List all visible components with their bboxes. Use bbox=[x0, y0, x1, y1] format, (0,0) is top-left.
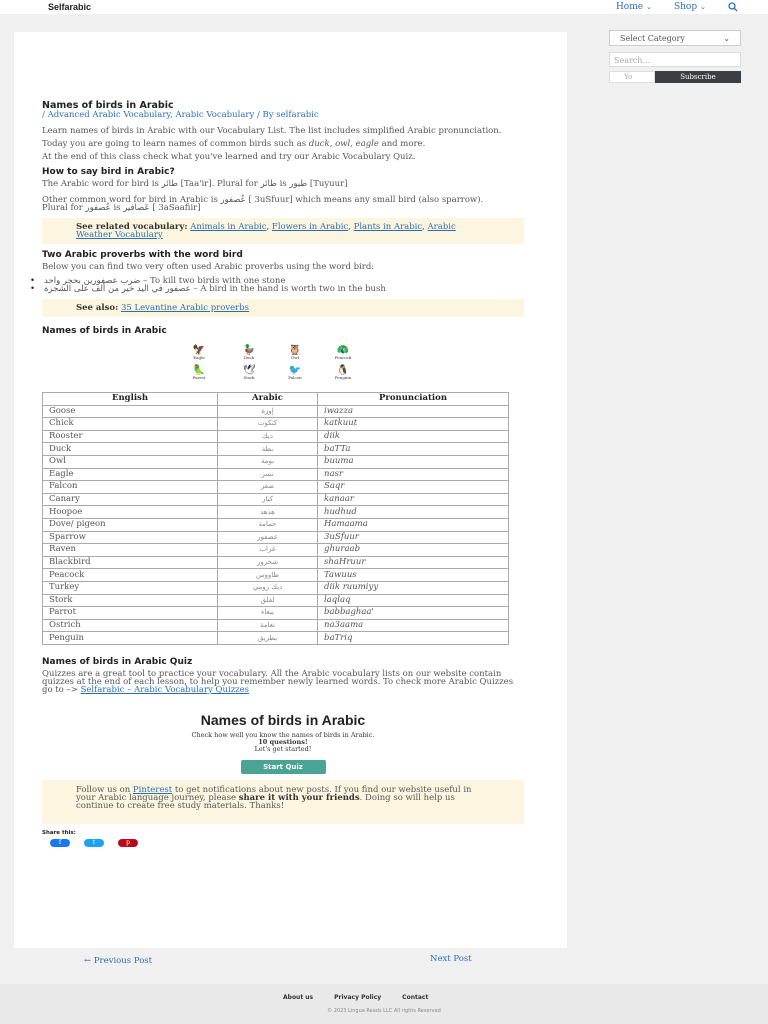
table-row bbox=[43, 443, 509, 456]
table-cell-ar: صقر bbox=[218, 481, 318, 494]
pinterest-icon: p bbox=[126, 838, 130, 846]
table-cell-ar: حمامة bbox=[218, 518, 318, 531]
table-cell-ar: شحرور bbox=[218, 556, 318, 569]
stork-icon: 🕊 bbox=[242, 365, 256, 376]
table-row bbox=[43, 544, 509, 557]
owl-icon: 🦉 bbox=[288, 345, 302, 356]
nav-shop[interactable] bbox=[674, 2, 706, 12]
table-cell-en: Rooster bbox=[43, 430, 218, 443]
quiz-desc-line: Let's get started! bbox=[254, 744, 312, 753]
search-icon[interactable] bbox=[728, 2, 738, 12]
related-label: See related vocabulary: bbox=[76, 222, 188, 232]
table-cell-ar: غراب bbox=[218, 544, 318, 557]
quiz-link[interactable]: Selfarabic – Arabic Vocabulary Quizzes bbox=[80, 684, 250, 695]
nav-shop-label: Shop bbox=[673, 2, 698, 12]
quiz-description bbox=[42, 732, 524, 753]
top-header bbox=[0, 0, 768, 14]
footer bbox=[0, 984, 768, 1024]
bird-penguin bbox=[329, 366, 357, 384]
section-heading: Names of birds in Arabic bbox=[42, 326, 167, 336]
follow-us-box bbox=[42, 780, 524, 824]
meta-separator: / bbox=[42, 110, 45, 120]
article-title: Names of birds in Arabic bbox=[42, 100, 174, 111]
table-cell-ar: طاووس bbox=[218, 569, 318, 582]
bird-caption: Parrot bbox=[192, 375, 206, 380]
table-cell-en: Peacock bbox=[43, 569, 218, 582]
footer-links bbox=[283, 994, 428, 1001]
bird-caption: Falcon bbox=[288, 375, 302, 380]
birds-illustration bbox=[177, 346, 389, 386]
follow-text: . Doing so will help us continue to create free study materials. Thanks! bbox=[76, 792, 455, 811]
table-cell-ar: بطريق bbox=[218, 632, 318, 645]
bird-parrot bbox=[185, 366, 213, 384]
intro-paragraph: Learn names of birds in Arabic with our Vocabulary List. The list includes simplified Arabic pronunciation. bbox=[42, 126, 502, 136]
table-cell-en: Stork bbox=[43, 594, 218, 607]
table-cell-ar: نسر bbox=[218, 468, 318, 481]
table-cell-pr: na3aama bbox=[318, 619, 509, 632]
site-title[interactable]: Selfarabic bbox=[48, 2, 92, 12]
previous-post-link[interactable]: ← Previous Post bbox=[84, 956, 153, 966]
table-cell-pr: Hamaama bbox=[318, 518, 509, 531]
table-cell-en: Falcon bbox=[43, 481, 218, 494]
related-vocabulary-box: See related vocabulary: Animals in Arabic, Flowers in Arabic, Plants in Arabic, Arabic Weather Vocabulary bbox=[42, 218, 524, 244]
section-paragraph: The Arabic word for bird is طائر [Taa'ir]. Plural for طائر is طيور [Tuyuur] bbox=[42, 179, 348, 189]
table-cell-en: Turkey bbox=[43, 581, 218, 594]
list-item: • عصفور في اليد خير من ألف على الشجرة – A bird in the hand is worth two in the bush bbox=[42, 285, 524, 293]
bird-peacock bbox=[329, 346, 357, 364]
table-row bbox=[43, 493, 509, 506]
section-text: Plural for عُصفور is عَصافير [ 3aSaafiir] bbox=[42, 203, 201, 213]
bird-caption: Owl bbox=[291, 355, 299, 360]
table-row bbox=[43, 594, 509, 607]
sidebar bbox=[609, 30, 741, 83]
section-paragraph bbox=[42, 196, 524, 212]
intro-paragraph bbox=[42, 140, 524, 148]
bird-caption: Eagle bbox=[193, 355, 205, 360]
table-cell-en: Blackbird bbox=[43, 556, 218, 569]
intro-paragraph: At the end of this class check what you've learned and try our Arabic Vocabulary Quiz. bbox=[42, 152, 416, 162]
table-cell-ar: بومة bbox=[218, 455, 318, 468]
table-cell-ar: ديك bbox=[218, 430, 318, 443]
table-cell-pr: 3uSfuur bbox=[318, 531, 509, 544]
eagle-icon: 🦅 bbox=[192, 345, 206, 356]
meta-category-link[interactable]: Arabic Vocabulary bbox=[175, 110, 255, 120]
table-row bbox=[43, 607, 509, 620]
category-select[interactable] bbox=[609, 30, 741, 46]
meta-comma: , bbox=[170, 110, 173, 120]
table-cell-pr: iwazza bbox=[318, 405, 509, 418]
intro-emphasis: duck, owl, bbox=[308, 139, 353, 149]
section-heading: Names of birds in Arabic Quiz bbox=[42, 656, 193, 667]
category-select-value: Select Category bbox=[620, 33, 685, 43]
footer-about-link[interactable]: About us bbox=[283, 994, 314, 1001]
table-cell-en: Owl bbox=[43, 455, 218, 468]
table-cell-pr: ghuraab bbox=[318, 544, 509, 557]
twitter-icon: t bbox=[92, 838, 96, 846]
table-cell-ar: بطة bbox=[218, 443, 318, 456]
table-cell-en: Hoopoe bbox=[43, 506, 218, 519]
table-cell-en: Canary bbox=[43, 493, 218, 506]
table-cell-en: Ostrich bbox=[43, 619, 218, 632]
table-cell-pr: Saqr bbox=[318, 481, 509, 494]
related-link[interactable]: Flowers in Arabic bbox=[271, 222, 349, 232]
quiz-desc-line: Check how well you know the names of birds in Arabic. bbox=[191, 730, 375, 739]
meta-category-link[interactable]: Advanced Arabic Vocabulary bbox=[47, 110, 171, 120]
table-cell-pr: baTriq bbox=[318, 632, 509, 645]
section-heading: How to say bird in Arabic? bbox=[42, 167, 175, 177]
table-row bbox=[43, 556, 509, 569]
table-cell-pr: hudhud bbox=[318, 506, 509, 519]
list-item: • ضرب عصفورين بحجر واحد – To kill two birds with one stone bbox=[42, 277, 524, 285]
related-link[interactable]: Plants in Arabic bbox=[353, 222, 423, 232]
article-meta bbox=[42, 111, 524, 119]
table-cell-pr: babbaghaa' bbox=[318, 607, 509, 620]
copyright: © 2023 Lingua Reads LLC All rights Reserved bbox=[327, 1008, 441, 1014]
footer-privacy-link[interactable]: Privacy Policy bbox=[334, 994, 382, 1001]
quiz-question-count: 10 questions! bbox=[258, 737, 308, 746]
table-cell-en: Goose bbox=[43, 405, 218, 418]
table-row bbox=[43, 430, 509, 443]
pinterest-share-button[interactable] bbox=[118, 839, 138, 847]
bird-owl bbox=[281, 346, 309, 364]
table-cell-ar: ديك رومي bbox=[218, 581, 318, 594]
table-cell-en: Eagle bbox=[43, 468, 218, 481]
table-cell-pr: kanaar bbox=[318, 493, 509, 506]
article-content bbox=[42, 100, 524, 847]
table-row bbox=[43, 455, 509, 468]
peacock-icon: 🦚 bbox=[336, 345, 350, 356]
table-row bbox=[43, 632, 509, 645]
section-paragraph bbox=[42, 670, 524, 694]
table-row bbox=[43, 569, 509, 582]
table-cell-pr: diik ruumiyy bbox=[318, 581, 509, 594]
subscribe-email-input[interactable]: Yo bbox=[609, 71, 655, 83]
nav-home[interactable] bbox=[616, 2, 652, 12]
table-cell-ar: نعامة bbox=[218, 619, 318, 632]
table-header-row bbox=[43, 393, 509, 406]
table-cell-en: Chick bbox=[43, 418, 218, 431]
bird-eagle bbox=[185, 346, 213, 364]
footer-contact-link[interactable]: Contact bbox=[402, 994, 429, 1001]
facebook-icon: f bbox=[58, 838, 62, 846]
see-also-link[interactable]: 35 Levantine Arabic proverbs bbox=[120, 303, 250, 313]
twitter-share-button[interactable] bbox=[84, 839, 104, 847]
share-buttons bbox=[50, 839, 524, 847]
column-header: Pronunciation bbox=[318, 393, 509, 406]
section-text: Other common word for bird in Arabic is عُصفور [ 3uSfuur] which means any small bird (also sparrow). bbox=[42, 195, 484, 205]
table-row bbox=[43, 405, 509, 418]
table-cell-pr: nasr bbox=[318, 468, 509, 481]
table-body bbox=[43, 405, 509, 644]
birds-vocabulary-table bbox=[42, 392, 509, 645]
related-link[interactable]: Arabic Weather Vocabulary bbox=[76, 222, 456, 240]
duck-icon: 🦆 bbox=[242, 345, 256, 356]
table-row bbox=[43, 518, 509, 531]
table-cell-ar: لقلق bbox=[218, 594, 318, 607]
table-row bbox=[43, 481, 509, 494]
table-cell-pr: shaHruur bbox=[318, 556, 509, 569]
table-row bbox=[43, 506, 509, 519]
bird-caption: Duck bbox=[243, 355, 255, 360]
bird-falcon bbox=[281, 366, 309, 384]
intro-text: Today you are going to learn names of common birds such as bbox=[42, 139, 307, 149]
table-cell-en: Parrot bbox=[43, 607, 218, 620]
section-paragraph: Below you can find two very often used Arabic proverbs using the word bird: bbox=[42, 262, 375, 272]
table-row bbox=[43, 418, 509, 431]
table-cell-en: Raven bbox=[43, 544, 218, 557]
penguin-icon: 🐧 bbox=[336, 365, 350, 376]
column-header: English bbox=[43, 393, 218, 406]
intro-text: and more. bbox=[381, 139, 426, 149]
table-cell-ar: كتكوت bbox=[218, 418, 318, 431]
start-quiz-button[interactable]: Start Quiz bbox=[241, 760, 326, 774]
table-cell-pr: buuma bbox=[318, 455, 509, 468]
bird-caption: Peacock bbox=[334, 355, 352, 360]
table-row bbox=[43, 531, 509, 544]
proverbs-list bbox=[42, 277, 524, 293]
table-cell-pr: baTTa bbox=[318, 443, 509, 456]
quiz-intro-text: Quizzes are a great tool to practice your vocabulary. All the Arabic vocabulary lists on our website contain quizzes at the end of each lesson, to help you remember newly learned words. To check more Arabic Quizzes go to –> bbox=[42, 668, 514, 695]
chevron-down-icon: ⌄ bbox=[723, 33, 730, 43]
chevron-down-icon: ⌄ bbox=[700, 3, 706, 11]
facebook-share-button[interactable] bbox=[50, 839, 70, 847]
pinterest-link[interactable]: Pinterest bbox=[132, 784, 173, 795]
share-label: Share this: bbox=[42, 829, 76, 836]
table-cell-ar: كنار bbox=[218, 493, 318, 506]
table-row bbox=[43, 581, 509, 594]
meta-author[interactable]: / By selfarabic bbox=[256, 110, 319, 120]
parrot-icon: 🦜 bbox=[192, 365, 206, 376]
subscribe-form bbox=[609, 71, 741, 83]
table-cell-ar: إوزة bbox=[218, 405, 318, 418]
table-cell-pr: Tawuus bbox=[318, 569, 509, 582]
table-row bbox=[43, 468, 509, 481]
table-cell-en: Penguin bbox=[43, 632, 218, 645]
quiz-title: Names of birds in Arabic bbox=[200, 711, 366, 728]
table-cell-en: Sparrow bbox=[43, 531, 218, 544]
chevron-down-icon: ⌄ bbox=[646, 3, 652, 11]
table-cell-en: Duck bbox=[43, 443, 218, 456]
bird-stork bbox=[235, 366, 263, 384]
section-heading: Two Arabic proverbs with the word bird bbox=[42, 250, 243, 260]
follow-strong: share it with your friends bbox=[238, 792, 360, 803]
table-row bbox=[43, 619, 509, 632]
intro-emphasis: eagle bbox=[355, 139, 379, 149]
table-cell-pr: katkuut bbox=[318, 418, 509, 431]
related-link[interactable]: Animals in Arabic bbox=[190, 222, 267, 232]
falcon-icon: 🐦 bbox=[288, 365, 302, 376]
table-cell-pr: laqlaq bbox=[318, 594, 509, 607]
bird-caption: Penguin bbox=[334, 375, 352, 380]
table-cell-pr: diik bbox=[318, 430, 509, 443]
next-post-link[interactable]: Next Post bbox=[430, 954, 472, 964]
follow-text: Follow us on bbox=[76, 784, 131, 795]
subscribe-button[interactable]: Subscribe bbox=[655, 71, 741, 83]
main-nav bbox=[616, 2, 738, 12]
column-header: Arabic bbox=[218, 393, 318, 406]
follow-text: to get notifications about new posts. If you find our website useful in your Arabic language journey, please bbox=[76, 784, 472, 803]
table-cell-ar: ببغاء bbox=[218, 607, 318, 620]
see-also-box bbox=[42, 299, 524, 317]
see-also-label: See also: bbox=[76, 303, 119, 313]
table-cell-ar: هدهد bbox=[218, 506, 318, 519]
nav-home-label: Home bbox=[615, 2, 644, 12]
table-cell-en: Dove/ pigeon bbox=[43, 518, 218, 531]
bird-duck bbox=[235, 346, 263, 364]
table-cell-ar: عصفور bbox=[218, 531, 318, 544]
bird-caption: Stork bbox=[243, 375, 255, 380]
sidebar-search-input[interactable]: Search... bbox=[609, 52, 741, 67]
